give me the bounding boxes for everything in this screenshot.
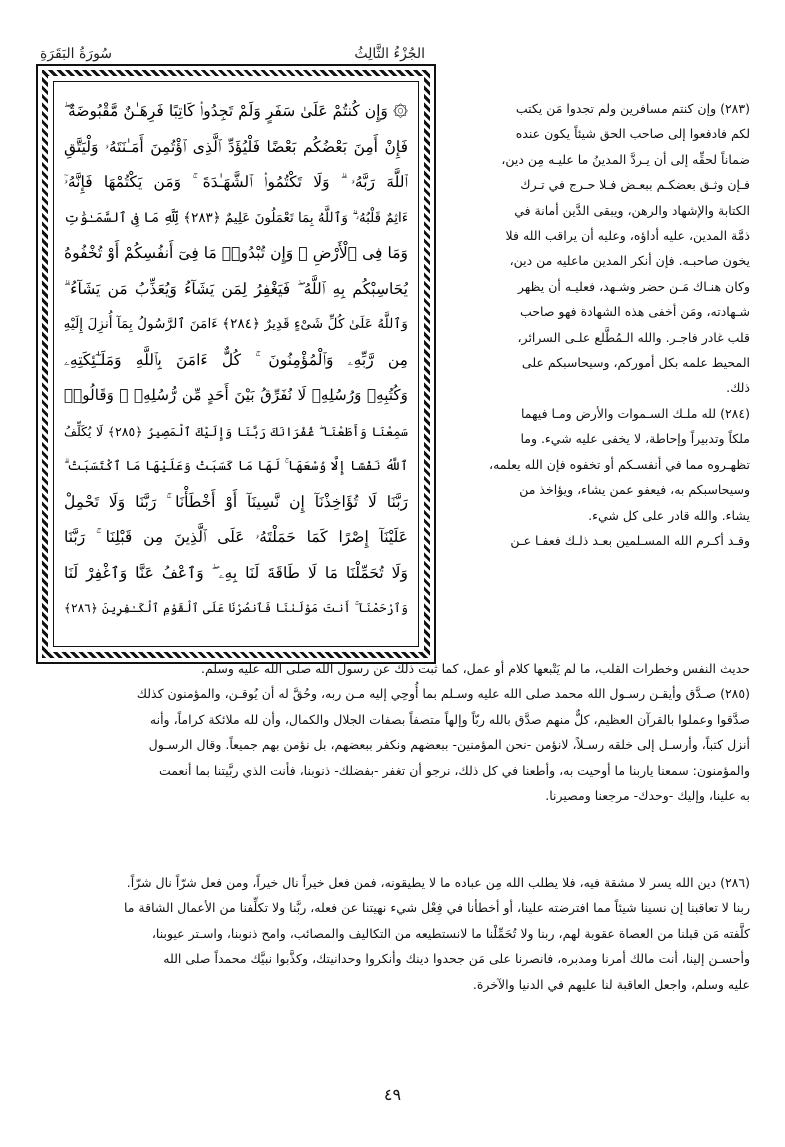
quran-line: وَكُتُبِهِۦ وَرُسُلِهِۦ لَا نُفَرِّقُ بَيْنَ أَحَدٍ مِّن رُّسُلِهِۦ ۚ وَقَالُوا۟ [64, 386, 408, 404]
quran-line: سَمِعْنَا وَأَطَعْنَا ۖ غُفْرَانَكَ رَبَّنَا وَإِلَيْكَ ٱلْمَصِيرُ ﴿٢٨٥﴾ لَا يُكَلِّفُ [64, 423, 408, 439]
commentary-line: تظهـروه مما في أنفسـكم أو تخفوه فإن الله يعلمه، [489, 456, 750, 472]
commentary-line: قلب غادر فاجـر. والله الـمُطَّلع علـى السرائر، [517, 329, 750, 345]
commentary-line: ربنا لا تعاقبنا إن نسينا شيئاً مما افترضته علينا، أو أخطأنا في فِعْل شيء نهيتنا عن فعله، ربَّنا ولا تكلِّفنا من الأعمال الشاقة ما [123, 900, 750, 916]
commentary-line: ذمَّة المدين، عليه أداؤه، وعليه أن يراقب الله فلا [505, 228, 750, 244]
commentary-line: والمؤمنون: سمعنا ياربنا ما أوحيت به، وأطعنا في كل ذلك، نرجو أن تغفر -بفضلك- ذنوبنا، فأنت الذي ربَّيتنا بما أنعمت [158, 762, 750, 778]
commentary-line: ملكاً وتدبيراً وإحاطة، لا يخفى عليه شيء. وما [520, 431, 750, 447]
commentary-line: وأحسـن إلينا، أنت مالك أمرنا ومدبره، فانصرنا على مَن جحدوا دينك وأنكروا وحدانيتك، وكذَّبوا نبيَّك محمداً صلى الله [163, 951, 750, 967]
commentary-line: (٢٨٣) وإن كنتم مسافرين ولم تجدوا مَن يكتب [515, 101, 750, 116]
commentary-line: ذلك. [726, 380, 750, 396]
commentary-line: ضماناً لحقِّه إلى أن يـردَّ المدينُ ما عليـه مِن دين، [501, 151, 750, 167]
quran-line: ٱللَّهَ رَبَّهُۥ ۗ وَلَا تَكْتُمُوا۟ ٱلشَّهَـٰدَةَ ۚ وَمَن يَكْتُمْهَا فَإِنَّهُۥٓ [64, 173, 408, 191]
commentary-line: فـإن وثـق بعضكـم ببعـض فـلا حـرج في تـرك [520, 177, 750, 193]
page-number: ٤٩ [383, 1085, 402, 1104]
quran-line: وَٱللَّهُ عَلَىٰ كُلِّ شَىْءٍ قَدِيرٌ ﴿٢٨٤﴾ ءَامَنَ ٱلرَّسُولُ بِمَآ أُنزِلَ إِلَيْهِ [64, 316, 408, 332]
quran-line: وَلَا تُحَمِّلْنَا مَا لَا طَاقَةَ لَنَا بِهِۦ ۖ وَٱعْفُ عَنَّا وَٱغْفِرْ لَنَا [64, 563, 408, 582]
commentary-line: وقـد أكـرم الله المسـلمين بعـد ذلـك فعفـا عـن [510, 532, 750, 548]
quran-text-area [53, 81, 419, 647]
commentary-line: (٢٨٦) دين الله يسر لا مشقة فيه، فلا يطلب الله مِن عباده ما لا يطيقونه، فمن فعل خيراً نال خيراً، ومن فعل شرّاً نال شرّاً. [126, 875, 750, 890]
commentary-line: عليه وسلم، واجعل العاقبة لنا عليهم في الدنيا والآخرة. [472, 976, 750, 992]
commentary-line: شـهادته، ومَن أخفى هذه الشهادة فهو صاحب [520, 304, 750, 320]
quran-verses [64, 94, 408, 627]
commentary-block-285 [36, 656, 750, 808]
commentary-line: المحيط علمه بكل أموركم، وسيحاسبكم على [521, 355, 750, 371]
quran-line: وَٱرْحَمْنَآ ۚ أَنتَ مَوْلَىٰنَا فَٱنصُرْنَا عَلَى ٱلْقَوْمِ ٱلْكَـٰفِرِينَ ﴿٢٨٦﴾ [64, 601, 408, 615]
juz-header: الجُزْءُ الثَّالِثُ [354, 46, 425, 62]
commentary-line: يخون صاحبـه. فإن أنكر المدين ماعليه من دين، [509, 253, 750, 269]
commentary-line: حديث النفس وخطرات القلب، ما لم يَتْبعها كلام أو عمل، كما ثبت ذلك عن رسول الله صلى الله عليه وسلم. [200, 661, 750, 676]
commentary-block-286 [36, 870, 750, 997]
commentary-line: صدَّقوا وعملوا بالقرآن العظيم، كلٌّ منهم صدَّق بالله ربّاً وإلهاً متصفاً بصفات الجلال والكمال، وأن لله ملائكة كراماً، وأنه [149, 711, 750, 727]
commentary-line: (٢٨٥) صـدَّق وأيقـن رسـول الله محمد صلى الله عليه وسـلم بما أُوحِي إليه مـن ربه، وحُقَّ له أن يُوقـن، والمؤمنون كذلك [136, 686, 750, 702]
commentary-line: وسيحاسبكم به، فيعفو عمن يشاء، ويؤاخذ من [519, 482, 750, 498]
quran-line: ۞ وَإِن كُنتُمْ عَلَىٰ سَفَرٍ وَلَمْ تَجِدُوا۟ كَاتِبًا فَرِهَـٰنٌ مَّقْبُوضَةٌ ۖ [64, 102, 408, 120]
surah-header: سُورَةُ البَقَرَةِ [40, 46, 113, 62]
quran-line: وَمَا فِى ٱلْأَرْضِ ۗ وَإِن تُبْدُوا۟ مَا فِىٓ أَنفُسِكُمْ أَوْ تُخْفُوهُ [64, 244, 408, 262]
quran-line: ءَاثِمٌ قَلْبُهُۥ ۗ وَٱللَّهُ بِمَا تَعْمَلُونَ عَلِيمٌ ﴿٢٨٣﴾ لِّلَّهِ مَا فِى ٱلسَّمَـٰوَٰتِ [64, 210, 408, 226]
commentary-line: كلَّفته مَن قبلنا من العصاة عقوبة لهم، ربنا ولا تُحَمِّلْنا ما لانستطيعه من التكاليف والمصائب، وامح ذنوبنا، واسـتر عيوبنا، [151, 925, 750, 941]
quran-line: رَبَّنَا لَا تُؤَاخِذْنَآ إِن نَّسِينَآ أَوْ أَخْطَأْنَا ۚ رَبَّنَا وَلَا تَحْمِلْ [64, 492, 408, 511]
quran-line: فَإِنْ أَمِنَ بَعْضُكُم بَعْضًا فَلْيُؤَدِّ ٱلَّذِى ٱؤْتُمِنَ أَمَـٰنَتَهُۥ وَلْيَتَّقِ [64, 137, 408, 156]
quran-line: عَلَيْنَآ إِصْرًا كَمَا حَمَلْتَهُۥ عَلَى ٱلَّذِينَ مِن قَبْلِنَا ۚ رَبَّنَا [64, 528, 408, 546]
commentary-line: يشاء. والله قادر على كل شيء. [588, 507, 750, 523]
quran-line: ٱللَّهُ نَفْسًا إِلَّا وُسْعَهَا ۚ لَهَا مَا كَسَبَتْ وَعَلَيْهَا مَا ٱكْتَسَبَتْ ۗ [64, 459, 408, 474]
commentary-line: الكتابة والإشهاد والرهن، ويبقى الدَّين أمانة في [514, 202, 750, 218]
quran-frame [36, 64, 436, 664]
commentary-line: أنزل كتباً، وأرسـل إلى خلقه رسـلاً، لانؤمن -نحن المؤمنين- ببعضهم ونكفر ببعضهم، بل نؤمن بهم جميعاً. وقال الرسـول [148, 737, 750, 753]
commentary-line: به علينا، وإليك -وحدك- مرجعنا ومصيرنا. [545, 788, 750, 804]
quran-line: يُحَاسِبْكُم بِهِ ٱللَّهُ ۖ فَيَغْفِرُ لِمَن يَشَآءُ وَيُعَذِّبُ مَن يَشَآءُ ۗ [64, 279, 408, 298]
commentary-line: (٢٨٤) لله ملـك السـموات والأرض ومـا فيهما [521, 405, 750, 421]
commentary-line: لكم فادفعوا إلى صاحب الحق شيئاً يكون عنده [515, 126, 750, 142]
quran-line: مِن رَّبِّهِۦ وَٱلْمُؤْمِنُونَ ۚ كُلٌّ ءَامَنَ بِٱللَّهِ وَمَلَـٰٓئِكَتِهِۦ [64, 350, 408, 369]
side-commentary [450, 96, 750, 553]
commentary-line: وكان هنـاك مَـن حضر وشـهد، فعليـه أن يظهر [517, 278, 750, 294]
